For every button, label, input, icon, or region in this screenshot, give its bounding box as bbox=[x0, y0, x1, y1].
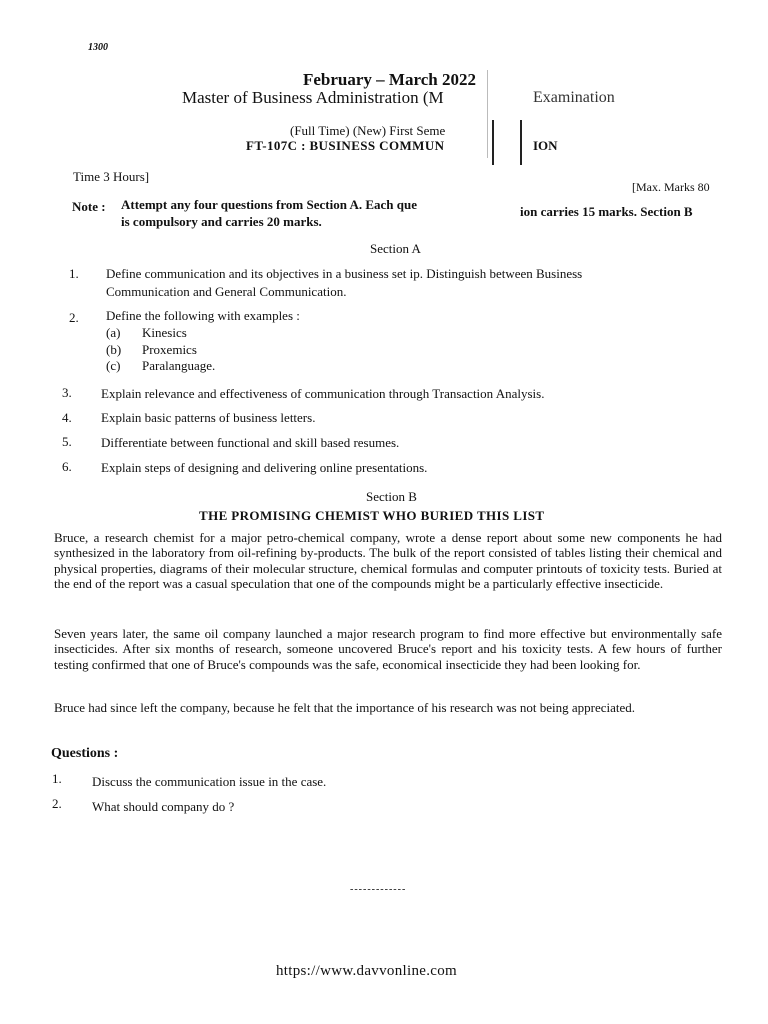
note-line-1-suffix: ion carries 15 marks. Section B bbox=[520, 204, 693, 219]
course-title-suffix: ION bbox=[533, 138, 558, 153]
case-study-title: THE PROMISING CHEMIST WHO BURIED THIS LIST bbox=[199, 508, 545, 523]
sub-item-label: (c) bbox=[106, 358, 121, 373]
section-a-heading: Section A bbox=[370, 241, 421, 256]
question-number: 5. bbox=[62, 434, 72, 449]
paper-fold-line bbox=[487, 70, 488, 158]
question-number: 3. bbox=[62, 385, 72, 400]
time-allowed: Time 3 Hours] bbox=[73, 169, 150, 184]
sub-item-text: Proxemics bbox=[142, 342, 197, 357]
footer-url: https://www.davvonline.com bbox=[276, 963, 457, 979]
question-text: Differentiate between functional and skill based resumes. bbox=[101, 435, 400, 450]
program-title: Master of Business Administration (M bbox=[182, 88, 444, 107]
end-divider: ------------- bbox=[350, 884, 407, 895]
note-line-1: Attempt any four questions from Section A. Each que bbox=[121, 197, 418, 212]
question-text: Communication and General Communication. bbox=[106, 284, 347, 299]
max-marks: [Max. Marks 80 bbox=[632, 180, 710, 194]
question-number: 4. bbox=[62, 410, 72, 425]
note-label: Note : bbox=[72, 199, 106, 214]
paper-tear-mark bbox=[492, 120, 522, 165]
question-text: Explain basic patterns of business letters. bbox=[101, 410, 316, 425]
mode-line: (Full Time) (New) First Seme bbox=[290, 123, 446, 138]
note-line-2: is compulsory and carries 20 marks. bbox=[121, 214, 322, 229]
paper-code: 1300 bbox=[88, 42, 108, 53]
sub-item-text: Kinesics bbox=[142, 325, 187, 340]
question-number: 2. bbox=[69, 310, 79, 325]
question-number: 1. bbox=[52, 771, 62, 786]
question-text: Discuss the communication issue in the case. bbox=[92, 774, 327, 789]
question-text: Define the following with examples : bbox=[106, 308, 300, 323]
question-text: Explain relevance and effectiveness of communication through Transaction Analysis. bbox=[101, 386, 545, 401]
section-b-heading: Section B bbox=[366, 489, 417, 504]
case-paragraph: Bruce had since left the company, because he felt that the importance of his research was not being appreciated. bbox=[54, 700, 636, 715]
course-title: FT-107C : BUSINESS COMMUN bbox=[246, 138, 445, 153]
question-text: Define communication and its objectives in a business set ip. Distinguish between Business bbox=[106, 266, 583, 281]
sub-item-text: Paralanguage. bbox=[142, 358, 216, 373]
question-text: Explain steps of designing and delivering online presentations. bbox=[101, 460, 428, 475]
exam-period: February – March 2022 bbox=[303, 70, 476, 89]
question-number: 2. bbox=[52, 796, 62, 811]
sub-item-label: (a) bbox=[106, 325, 121, 340]
question-number: 6. bbox=[62, 459, 72, 474]
sub-item-label: (b) bbox=[106, 342, 122, 357]
case-paragraph: Bruce, a research chemist for a major petro-chemical company, wrote a dense report about some new components he had synthesized in the laboratory from oil-refining by-products. The bulk of the report consisted of tables listing their chemical and physical properties, diagrams of their molecular structure, chemical formulas and computer printouts of toxicity tests. Buried at the end of the report was a casual speculation that one of the compounds might be a particularly effective insecticide. bbox=[54, 530, 722, 592]
question-text: What should company do ? bbox=[92, 799, 235, 814]
case-paragraph: Seven years later, the same oil company launched a major research program to find more effective but environmentally safe insecticides. After six months of research, someone uncovered Bruce's report and his toxicity tests. A few hours of further testing confirmed that one of Bruce's compounds was the safe, economical insecticide they had been looking for. bbox=[54, 626, 722, 672]
program-title-suffix: Examination bbox=[533, 89, 615, 106]
questions-heading: Questions : bbox=[51, 746, 119, 761]
question-number: 1. bbox=[69, 266, 79, 281]
